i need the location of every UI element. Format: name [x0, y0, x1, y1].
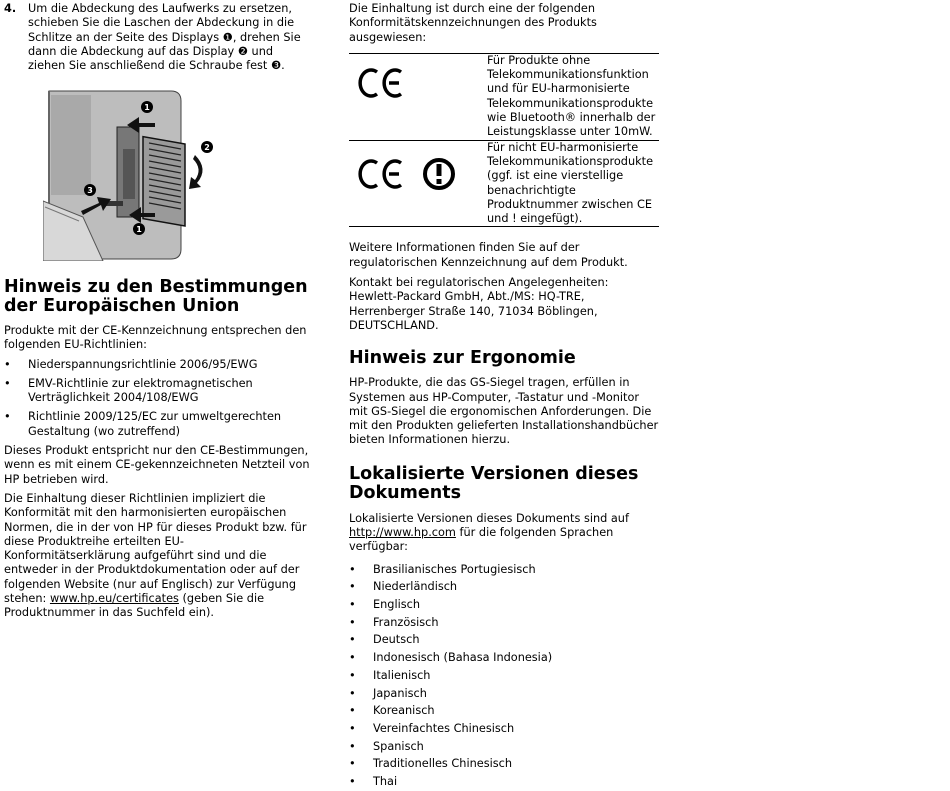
ce-desc-2: Für nicht EU-harmonisierte Telekommunikationsprodukte (ggf. ist eine vierstellige benachrichtigte Produktnummer zwischen CE und ! eingefügt).	[487, 140, 659, 227]
marking-intro: Die Einhaltung ist durch eine der folgenden Konformitätskennzeichnungen des Produkts ausgewiesen:	[349, 2, 597, 44]
hp-website-link[interactable]: http://www.hp.com	[349, 526, 456, 540]
step-text: Um die Abdeckung des Laufwerks zu ersetzen, schieben Sie die Laschen der Abdeckung in die Schlitze an der Seite des Displays ❶, drehen Sie dann die Abdeckung auf das Display ❷ und ziehen Sie anschließend die Schraube fest ❸.	[28, 2, 301, 73]
eu-heading: Hinweis zu den Bestimmungen der Europäischen Union	[4, 277, 308, 316]
eu-intro: Produkte mit der CE-Kennzeichnung entsprechen den folgenden EU-Richtlinien:	[4, 324, 307, 352]
localized-intro: Lokalisierte Versionen dieses Dokuments sind auf http://www.hp.com für die folgenden Sprachen verfügbar:	[349, 511, 629, 554]
step-number: 4.	[4, 2, 17, 15]
ce-desc-1: Für Produkte ohne Telekommunikationsfunktion und für EU-harmonisierte Telekommunikationsprodukte wie Bluetooth® innerhalb der Leistungsklasse unter 10mW.	[487, 53, 659, 140]
languages-list	[349, 561, 659, 791]
alert-mark-icon	[425, 160, 453, 188]
right-column	[349, 0, 659, 791]
list-item: • Vereinfachtes Chinesisch	[349, 721, 515, 735]
list-item: • Englisch	[349, 598, 421, 612]
list-item: • Brasilianisches Portugiesisch	[349, 562, 536, 576]
ergonomics-text: HP-Produkte, die das GS-Siegel tragen, erfüllen in Systemen aus HP-Computer, -Tastatur und -Monitor mit GS-Siegel die ergonomischen Anforderungen. Die mit den Produkten gelieferten Installationshandbücher bieten Informationen hierzu.	[349, 376, 659, 447]
contact-text: Kontakt bei regulatorischen Angelegenheiten: Hewlett-Packard GmbH, Abt./MS: HQ-TRE, Herrenberger Straße 140, 71034 Böblingen, DEUTSCHLAND.	[349, 276, 609, 332]
eu-conformity-text: Die Einhaltung dieser Richtlinien impliziert die Konformität mit den harmonisierten europäischen Normen, die in der von HP für dieses Produkt bzw. für diese Produktreihe erteilten EU-Konformitätserklärung aufgeführt sind und die entweder in der Produktdokumentation oder auf der folgenden Website (nur auf Englisch) zur Verfügung stehen: www.hp.eu/certificates (geben Sie die Produktnummer in das Suchfeld ein).	[4, 491, 307, 620]
certificates-link[interactable]: www.hp.eu/certificates	[49, 592, 179, 606]
callout-1-bottom: 1	[136, 225, 142, 234]
list-item: • Traditionelles Chinesisch	[349, 757, 512, 771]
ce-marking-table	[349, 53, 659, 228]
ce-mark-icon	[360, 161, 401, 187]
table-row	[349, 140, 659, 227]
drive-cover-illustration	[43, 89, 219, 261]
localized-versions-heading: Lokalisierte Versionen dieses Dokuments	[349, 463, 639, 503]
list-item: • EMV-Richtlinie zur elektromagnetischen Verträglichkeit 2004/108/EWG	[4, 376, 253, 405]
drive-cover	[143, 137, 185, 226]
ce-mark-icon	[349, 54, 487, 114]
list-item: • Deutsch	[349, 633, 420, 647]
left-column	[4, 0, 310, 73]
list-item: • Richtlinie 2009/125/EC zur umweltgerechten Gestaltung (wo zutreffend)	[4, 410, 282, 438]
eu-directives-list	[4, 358, 310, 439]
callout-3: 3	[87, 186, 93, 195]
arrow-2-rotate-icon	[189, 155, 203, 189]
ce-logo-cell	[349, 53, 487, 140]
callout-2: 2	[204, 143, 210, 152]
list-item: • Thai	[349, 775, 398, 789]
list-item: • Japanisch	[349, 686, 427, 700]
list-item: • Spanisch	[349, 739, 424, 753]
list-item: • Indonesisch (Bahasa Indonesia)	[349, 651, 553, 665]
ce-alert-logo-cell	[349, 140, 487, 227]
more-info-text: Weitere Informationen finden Sie auf der regulatorischen Kennzeichnung auf dem Produkt.	[349, 241, 628, 269]
list-item: • Niederländisch	[349, 580, 458, 594]
instruction-step-4	[4, 2, 310, 73]
ergonomics-heading: Hinweis zur Ergonomie	[349, 348, 576, 369]
list-item: • Französisch	[349, 615, 439, 629]
list-item: • Koreanisch	[349, 704, 435, 718]
callout-1-top: 1	[144, 103, 150, 112]
list-item: • Italienisch	[349, 668, 431, 682]
eu-power-note: Dieses Produkt entspricht nur den CE-Bestimmungen, wenn es mit einem CE-gekennzeichneten Netzteil von HP betrieben wird.	[4, 444, 310, 486]
table-row	[349, 53, 659, 140]
list-item: • Niederspannungsrichtlinie 2006/95/EWG	[4, 357, 258, 371]
eu-section	[4, 278, 310, 621]
illustration-svg	[43, 89, 219, 261]
